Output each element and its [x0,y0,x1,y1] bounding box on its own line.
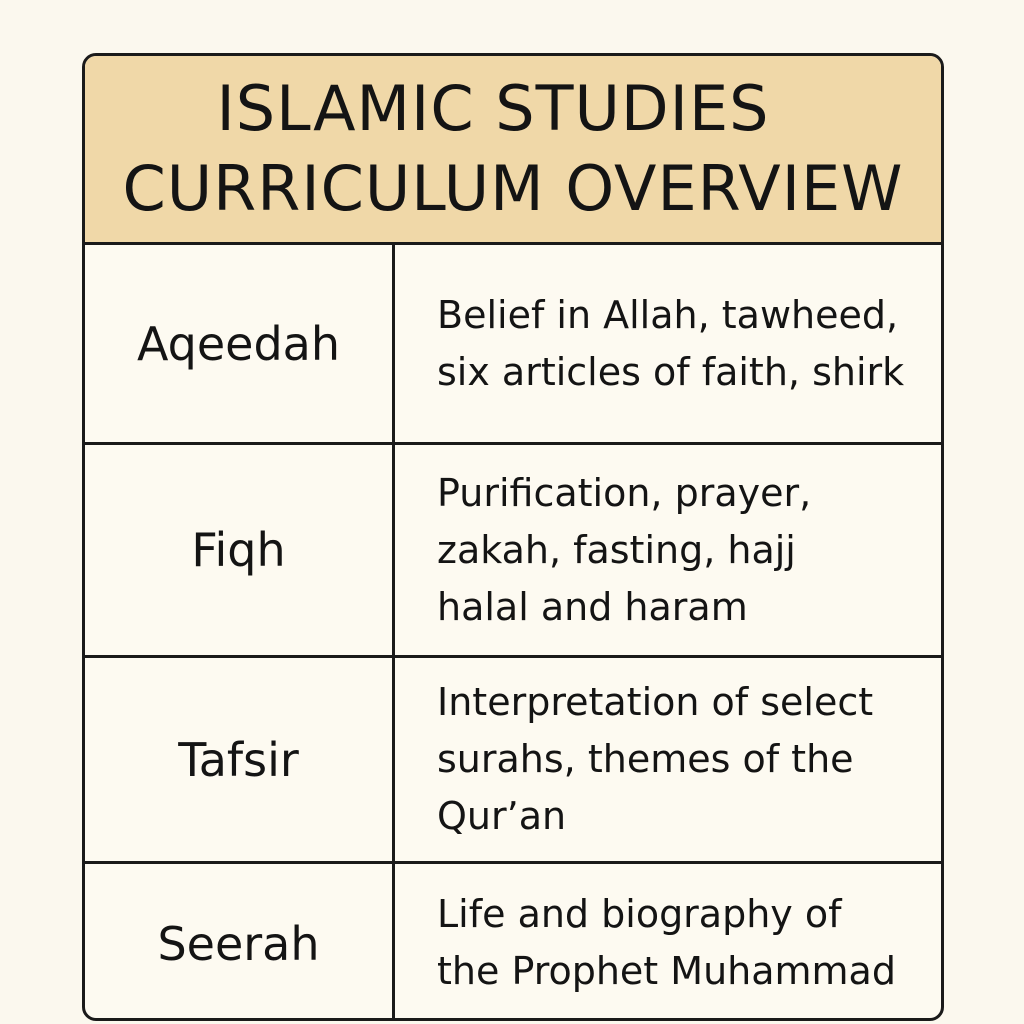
description-text: Purification, prayer, zakah, fasting, hajj halal and haram [437,470,812,629]
description-text: Belief in Allah, tawheed, six articles of faith, shirk [437,292,905,394]
subject-cell: Tafsir [85,658,395,861]
description-cell [437,245,929,442]
description-cell [437,445,929,655]
description-text: Interpretation of select surahs, themes of the Qur’an [437,680,874,838]
subject-cell: Fiqh [85,445,395,655]
table-header [85,56,941,245]
table-row-tafsir [85,658,941,864]
description-cell [437,864,929,1021]
description-text: Life and biography of the Prophet Muhammad [437,892,896,993]
title-line-1: ISLAMIC STUDIES [216,72,770,145]
table-row-aqeedah [85,245,941,445]
description-cell [437,658,929,861]
table-row-seerah [85,864,941,1021]
subject-cell: Aqeedah [85,245,395,442]
subject-cell: Seerah [85,864,395,1021]
curriculum-table [82,53,944,1021]
table-row-fiqh [85,445,941,658]
title-line-2: CURRICULUM OVERVIEW [122,152,904,225]
